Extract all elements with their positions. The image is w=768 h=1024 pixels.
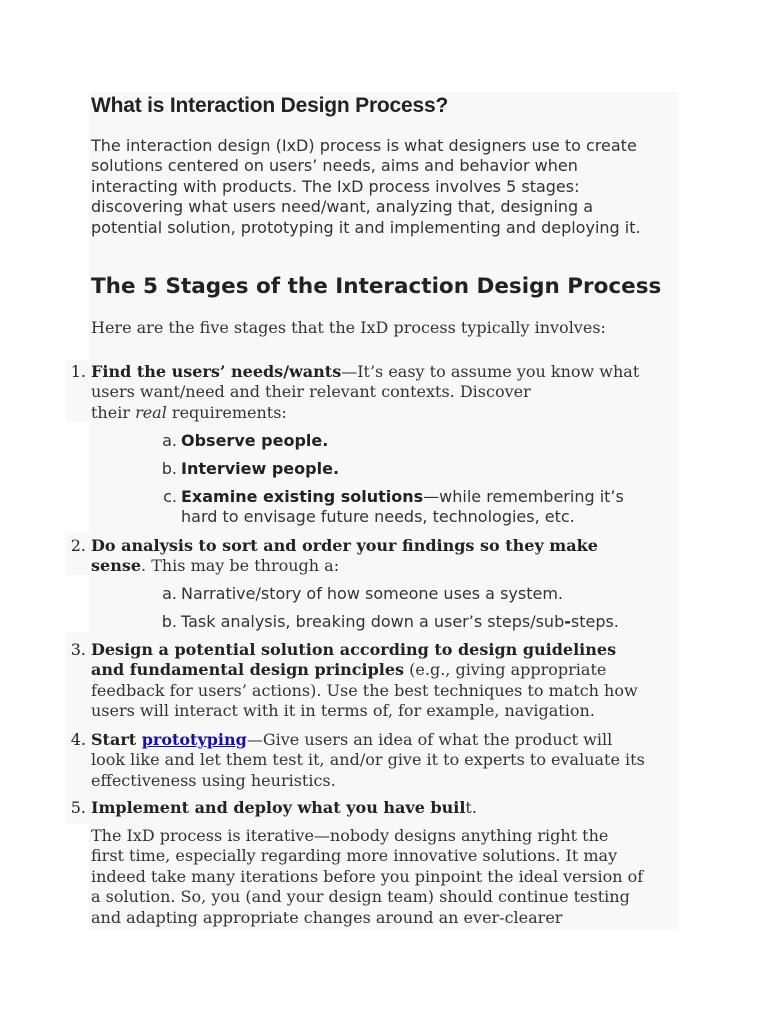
- sublist-item-1c-title: Examine existing solutions: [181, 487, 424, 506]
- closing-line-2: first time, especially regarding more innovative solutions. It may: [91, 846, 618, 866]
- stage-4: [91, 730, 681, 791]
- sublist-item-2a: Narrative/story of how someone uses a system.: [181, 584, 563, 603]
- stage-3-line-4: users will interact with it in terms of, for example, navigation.: [91, 701, 595, 721]
- sublist-item-1a: [181, 431, 681, 451]
- intro-line-3: interacting with products. The IxD process involves 5 stages:: [91, 176, 580, 196]
- intro-line-4: discovering what users need/want, analyzing that, designing a: [91, 197, 594, 217]
- sublist-letter-1c: c.: [163, 487, 177, 506]
- section-heading: The 5 Stages of the Interaction Design Process: [91, 274, 662, 299]
- sublist-item-1c: [181, 487, 681, 528]
- stage-2-title-line-2: sense: [91, 556, 142, 576]
- stage-2-title-line-1: Do analysis to sort and order your findings so they make: [91, 536, 598, 555]
- list-number-4: 4.: [70, 730, 86, 749]
- stage-1-line-1: —It’s easy to assume you know what: [341, 362, 640, 381]
- stage-1-line-3b: requirements:: [166, 402, 287, 422]
- stage-1-title: Find the users’ needs/wants: [91, 362, 342, 381]
- stage-4-title: Start: [91, 730, 142, 749]
- list-number-1: 1.: [70, 362, 86, 381]
- stage-1-line-3a: their: [91, 402, 136, 422]
- stage-3-line-2: (e.g., giving appropriate: [404, 660, 607, 680]
- article-title: What is Interaction Design Process?: [91, 94, 449, 117]
- sublist-item-2b-text-a: Task analysis, breaking down a user’s steps/sub: [181, 612, 565, 631]
- sublist-item-1b-text: Interview people.: [181, 459, 340, 478]
- sublist-letter-1b: b.: [161, 459, 177, 478]
- stage-3: [91, 640, 681, 722]
- list-number-3: 3.: [70, 640, 86, 659]
- lead-paragraph: Here are the five stages that the IxD process typically involves:: [91, 318, 606, 337]
- stage-4-line-2: look like and let them test it, and/or give it to experts to evaluate its: [91, 750, 645, 770]
- sublist-letter-2a: a.: [162, 584, 177, 603]
- stage-4-line-1: —Give users an idea of what the product will: [246, 730, 613, 749]
- stage-1-line-2: users want/need and their relevant contexts. Discover: [91, 382, 531, 402]
- closing-paragraph: [91, 826, 681, 928]
- stage-5-title: Implement and deploy what you have buil: [91, 798, 466, 817]
- stage-1: [91, 362, 681, 423]
- intro-line-1: The interaction design (IxD) process is what designers use to create: [91, 136, 637, 155]
- stage-5-tail: t.: [465, 798, 477, 817]
- sublist-letter-2b: b.: [161, 612, 177, 631]
- sublist-letter-1a: a.: [162, 431, 177, 450]
- stage-4-line-3: effectiveness using heuristics.: [91, 770, 336, 790]
- list-background-3: [66, 632, 92, 824]
- prototyping-link[interactable]: prototyping: [141, 730, 247, 749]
- stage-3-title-line-2: and fundamental design principles: [91, 660, 405, 680]
- sublist-item-1c-line-1: —while remembering it’s: [423, 487, 624, 506]
- intro-paragraph: [91, 136, 681, 238]
- stage-3-line-3: feedback for users’ actions). Use the best techniques to match how: [91, 680, 638, 700]
- list-number-5: 5.: [70, 798, 86, 817]
- closing-line-5: and adapting appropriate changes around an ever-clearer: [91, 907, 563, 927]
- sublist-item-2b-dash: -: [564, 612, 571, 631]
- sublist-item-1a-text: Observe people.: [181, 431, 329, 450]
- sublist-item-1c-line-2: hard to envisage future needs, technologies, etc.: [181, 507, 575, 527]
- intro-line-2: solutions centered on users’ needs, aims and behavior when: [91, 156, 578, 176]
- stage-2-line-2: . This may be through a:: [141, 556, 340, 576]
- stage-5: [91, 798, 681, 818]
- closing-line-1: The IxD process is iterative—nobody designs anything right the: [91, 826, 609, 845]
- stage-1-emphasis: real: [135, 402, 167, 422]
- closing-line-4: a solution. So, you (and your design team) should continue testing: [91, 887, 630, 907]
- sublist-item-2b: [181, 612, 681, 632]
- stage-2: [91, 536, 681, 577]
- stage-3-title-line-1: Design a potential solution according to design guidelines: [91, 640, 617, 659]
- list-number-2: 2.: [70, 536, 86, 555]
- sublist-item-2b-text-b: steps.: [570, 612, 619, 631]
- closing-line-3: indeed take many iterations before you pinpoint the ideal version of: [91, 866, 644, 886]
- intro-line-5: potential solution, prototyping it and implementing and deploying it.: [91, 217, 641, 237]
- sublist-item-1b: [181, 459, 681, 479]
